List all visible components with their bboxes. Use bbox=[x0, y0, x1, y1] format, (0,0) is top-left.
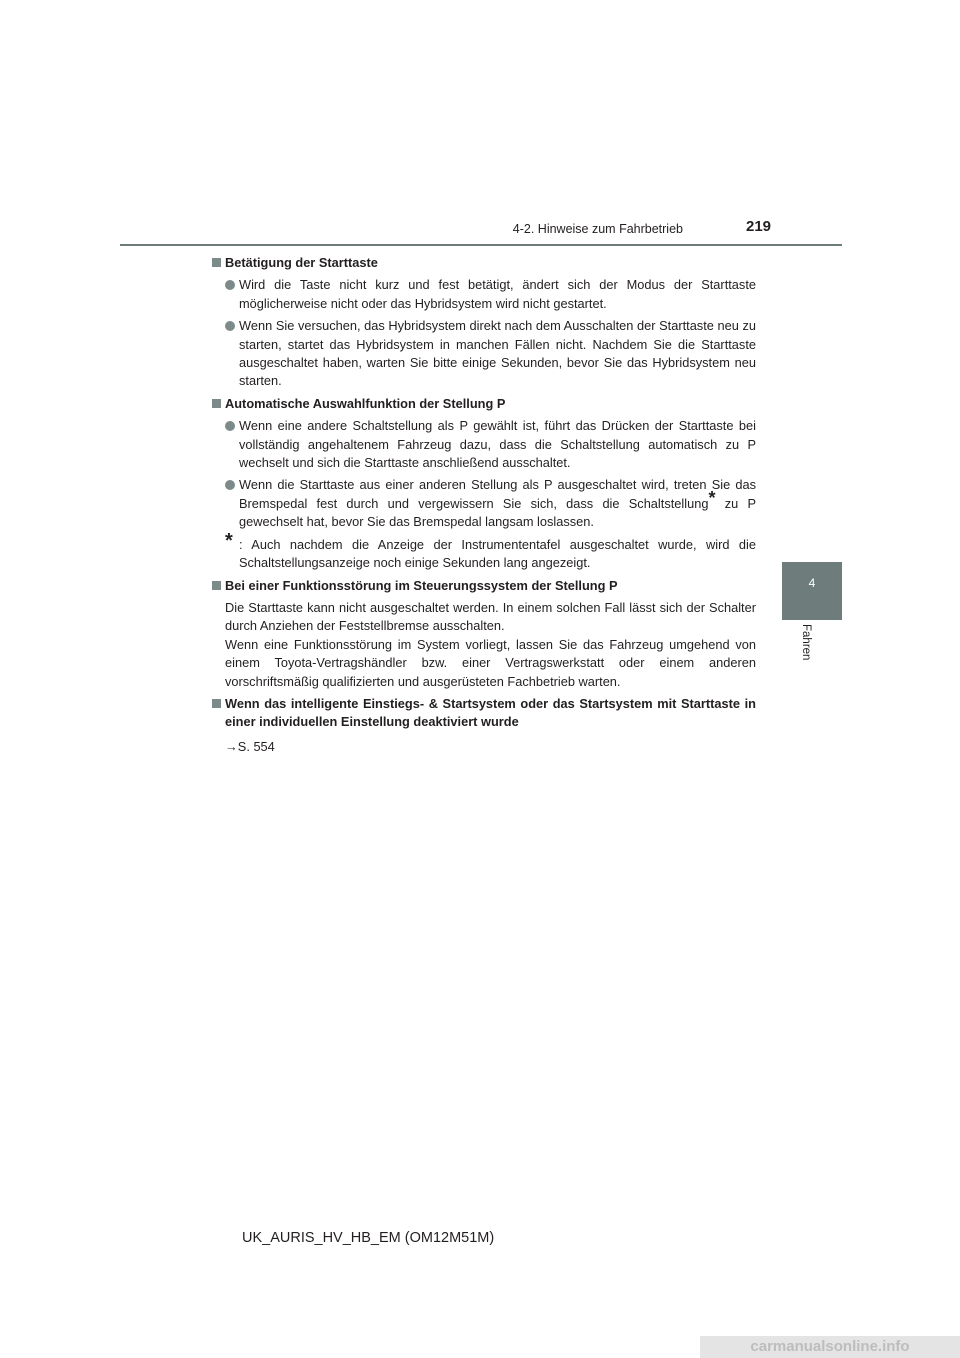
section-heading-auto-p: Automatische Auswahlfunktion der Stellung P bbox=[212, 395, 756, 413]
document-code: UK_AURIS_HV_HB_EM (OM12M51M) bbox=[242, 1230, 495, 1246]
chapter-label-text: Fahren bbox=[800, 624, 812, 661]
header-section-title: 4-2. Hinweise zum Fahrbetrieb bbox=[512, 222, 683, 236]
footnote bbox=[212, 529, 756, 573]
bullet-text-part2: zu P gewechselt hat, bevor Sie das Bremspedal langsam loslassen. bbox=[239, 495, 756, 530]
chapter-label bbox=[792, 624, 832, 664]
bullet-dot-icon bbox=[225, 421, 235, 431]
footnote-text: : Auch nachdem die Anzeige der Instrumententafel ausgeschaltet wurde, wird die Schaltstellungsanzeige noch einige Sekunden lang angezeigt. bbox=[239, 536, 756, 571]
section-heading-malfunction: Bei einer Funktionsstörung im Steuerungssystem der Stellung P bbox=[212, 577, 756, 595]
section-body bbox=[212, 599, 756, 691]
watermark: carmanualsonline.info bbox=[700, 1336, 960, 1358]
bullet-item bbox=[212, 476, 756, 531]
bullet-text: Wenn eine andere Schaltstellung als P gewählt ist, führt das Drücken der Starttaste bei vollständig angehaltenem Fahrzeug dazu, dass die Schaltstellung automatisch zu P wechselt und sich die Starttaste anschließend ausschaltet. bbox=[239, 418, 756, 471]
bullet-item bbox=[212, 417, 756, 472]
chapter-number: 4 bbox=[808, 576, 816, 590]
section-heading-start-button: Betätigung der Starttaste bbox=[212, 254, 756, 272]
header-divider bbox=[120, 244, 842, 246]
footnote-reference: * bbox=[708, 487, 716, 508]
paragraph: Die Starttaste kann nicht ausgeschaltet werden. In einem solchen Fall lässt sich der Schalter durch Anziehen der Feststellbremse ausschalten. bbox=[225, 599, 756, 634]
section-heading-deactivated: Wenn das intelligente Einstiegs- & Startsystem oder das Startsystem mit Starttaste in einer individuellen Einstellung deaktiviert wurde bbox=[212, 695, 756, 732]
page-reference: →S. 554 bbox=[225, 738, 275, 754]
bullet-item bbox=[212, 276, 756, 313]
bullet-text: Wird die Taste nicht kurz und fest betätigt, ändert sich der Modus der Starttaste möglicherweise nicht oder das Hybridsystem wird nicht gestartet. bbox=[239, 277, 756, 311]
page-content bbox=[212, 254, 756, 756]
bullet-dot-icon bbox=[225, 480, 235, 490]
bullet-text-part1: Wenn die Starttaste aus einer anderen Stellung als P ausgeschaltet wird, treten Sie das Bremspedal fest durch und vergewissern Sie sich, dass die Schaltstellung bbox=[239, 477, 756, 511]
bullet-text: Wenn Sie versuchen, das Hybridsystem direkt nach dem Ausschalten der Starttaste neu zu starten, startet das Hybridsystem in manchen Fällen nicht. Nachdem Sie die Starttaste ausgeschaltet haben, warten Sie bitte einige Sekunden, bevor Sie das Hybridsystem neu starten. bbox=[239, 318, 756, 389]
bullet-item bbox=[212, 317, 756, 391]
paragraph: Wenn eine Funktionsstörung im System vorliegt, lassen Sie das Fahrzeug umgehend von einem Toyota-Vertragshändler bzw. einer Vertragswerkstatt oder einem anderen vorschriftsmäßig qualifizierten und ausgerüsteten Fachbetrieb warten. bbox=[225, 636, 756, 689]
footnote-asterisk: * bbox=[225, 529, 233, 552]
bullet-dot-icon bbox=[225, 321, 235, 331]
bullet-dot-icon bbox=[225, 280, 235, 290]
page-number: 219 bbox=[746, 218, 772, 235]
chapter-tab bbox=[782, 562, 842, 620]
